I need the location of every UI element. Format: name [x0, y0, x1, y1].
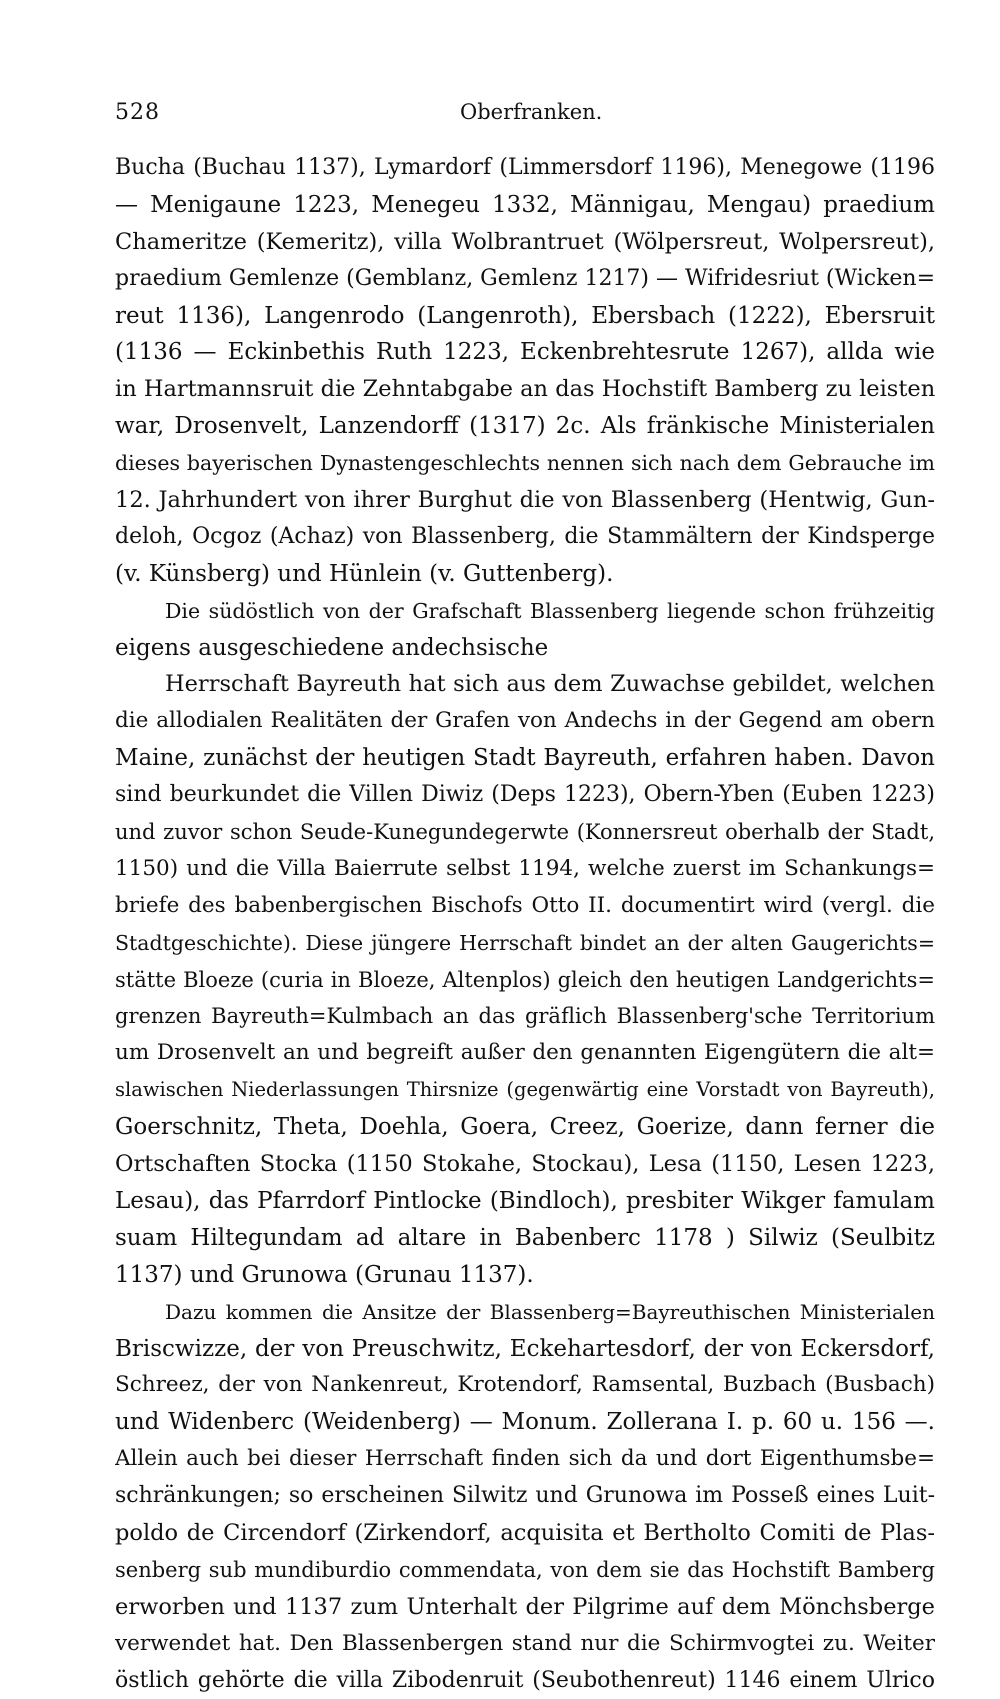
running-title: Oberfranken.	[460, 100, 603, 124]
text-line: dieses bayerischen Dynastengeschlechts nennen sich nach dem Gebrauche im	[115, 451, 935, 476]
text-line: um Drosenvelt an und begreift außer den genannten Eigengütern die alt=	[115, 1040, 935, 1066]
text-line: Stadtgeschichte). Diese jüngere Herrschaft bindet an der alten Gaugerichts=	[115, 930, 935, 955]
text-line: sind beurkundet die Villen Diwiz (Deps 1223), Obern-Yben (Euben 1223)	[115, 782, 935, 808]
text-line: grenzen Bayreuth=Kulmbach an das gräflich Blassenberg'sche Territorium	[115, 1004, 935, 1029]
text-line: Ortschaften Stocka (1150 Stokahe, Stockau), Lesa (1150, Lesen 1223,	[115, 1151, 935, 1178]
body-text	[115, 150, 935, 1699]
text-line: reut 1136), Langenrodo (Langenroth), Ebersbach (1222), Ebersruit	[115, 302, 935, 329]
text-line: (v. Künsberg) und Hünlein (v. Guttenberg).	[115, 560, 614, 587]
text-line: Dazu kommen die Ansitze der Blassenberg=Bayreuthischen Ministerialen	[165, 1299, 935, 1324]
text-line: Briscwizze, der von Preuschwitz, Eckehartesdorf, der von Eckersdorf,	[115, 1335, 935, 1362]
text-line: slawischen Niederlassungen Thirsnize (gegenwärtig eine Vorstadt von Bayreuth),	[115, 1078, 935, 1102]
running-head	[115, 100, 935, 130]
text-line: schränkungen; so erscheinen Silwitz und Grunowa im Posseß eines Luit-	[115, 1483, 935, 1509]
text-line: Maine, zunächst der heutigen Stadt Bayreuth, erfahren haben. Davon	[115, 745, 935, 772]
text-line: Schreez, der von Nankenreut, Krotendorf, Ramsental, Buzbach (Busbach)	[115, 1372, 935, 1398]
text-line: stätte Bloeze (curia in Bloeze, Altenplos) gleich den heutigen Landgerichts=	[115, 967, 935, 992]
text-line: poldo de Circendorf (Zirkendorf, acquisita et Bertholto Comiti de Plas-	[115, 1519, 935, 1546]
text-line: Allein auch bei dieser Herrschaft finden sich da und dort Eigenthumsbe=	[115, 1446, 935, 1472]
text-line: Lesau), das Pfarrdorf Pintlocke (Bindloch), presbiter Wikger famulam	[115, 1187, 935, 1214]
text-line: (1136 — Eckinbethis Ruth 1223, Eckenbrehtesrute 1267), allda wie	[115, 339, 935, 366]
text-line: briefe des babenbergischen Bischofs Otto II. documentirt wird (vergl. die	[115, 892, 935, 918]
page-number: 528	[115, 100, 160, 125]
text-line: erworben und 1137 zum Unterhalt der Pilgrime auf dem Mönchsberge	[115, 1593, 935, 1620]
text-line: Die südöstlich von der Grafschaft Blassenberg liegende schon frühzeitig	[165, 598, 935, 623]
text-line: in Hartmannsruit die Zehntabgabe an das Hochstift Bamberg zu leisten	[115, 376, 935, 403]
text-line: senberg sub mundiburdio commendata, von dem sie das Hochstift Bamberg	[115, 1557, 935, 1582]
text-line: suam Hiltegundam ad altare in Babenberc 1178 ) Silwiz (Seulbitz	[115, 1224, 935, 1251]
text-line: 1137) und Grunowa (Grunau 1137).	[115, 1261, 534, 1288]
text-line: war, Drosenvelt, Lanzendorff (1317) 2c. Als fränkische Ministerialen	[115, 413, 935, 440]
text-line: und zuvor schon Seude-Kunegundegerwte (Konnersreut oberhalb der Stadt,	[115, 820, 935, 845]
text-line: und Widenberc (Weidenberg) — Monum. Zollerana I. p. 60 u. 156 —.	[115, 1409, 935, 1436]
text-line: deloh, Ocgoz (Achaz) von Blassenberg, die Stammältern der Kindsperge	[115, 523, 935, 549]
text-line: 12. Jahrhundert von ihrer Burghut die von Blassenberg (Hentwig, Gun-	[115, 487, 935, 514]
text-line: eigens ausgeschiedene andechsische	[115, 634, 549, 661]
text-line: Chameritze (Kemeritz), villa Wolbrantruet (Wölpersreut, Wolpersreut),	[115, 228, 935, 255]
text-line: die allodialen Realitäten der Grafen von Andechs in der Gegend am obern	[115, 708, 935, 734]
text-line: 1150) und die Villa Baierrute selbst 1194, welche zuerst im Schankungs=	[115, 855, 935, 881]
text-line: Bucha (Buchau 1137), Lymardorf (Limmersdorf 1196), Menegowe (1196	[115, 155, 935, 180]
text-line: verwendet hat. Den Blassenbergen stand nur die Schirmvogtei zu. Weiter	[115, 1630, 935, 1656]
text-line: — Menigaune 1223, Menegeu 1332, Männigau, Mengau) praedium	[115, 191, 935, 218]
text-line: praedium Gemlenze (Gemblanz, Gemlenz 1217) — Wifridesriut (Wicken=	[115, 265, 935, 291]
text-line: Goerschnitz, Theta, Doehla, Goera, Creez, Goerize, dann ferner die	[115, 1114, 935, 1141]
text-line: Herrschaft Bayreuth hat sich aus dem Zuwachse gebildet, welchen	[165, 671, 935, 698]
text-line: östlich gehörte die villa Zibodenruit (Seubothenreut) 1146 einem Ulrico	[115, 1667, 935, 1693]
